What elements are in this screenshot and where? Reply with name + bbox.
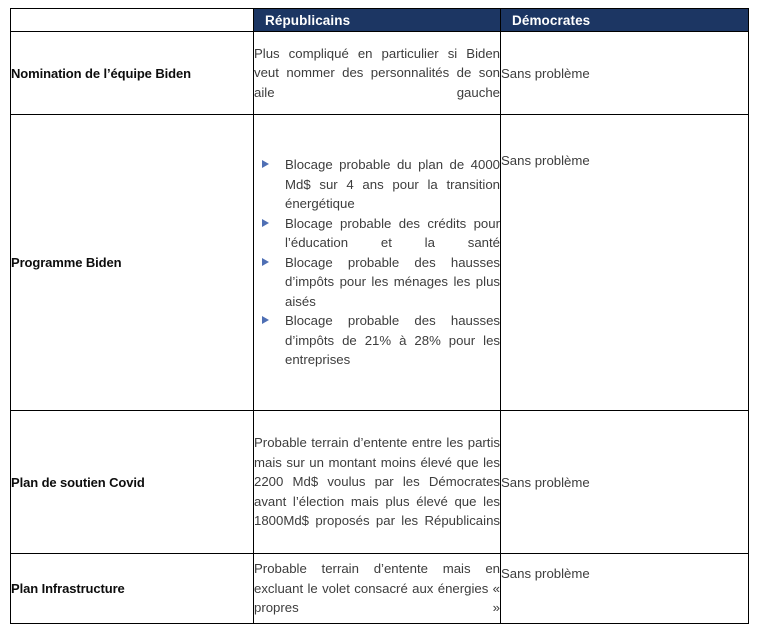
cell-democrates	[501, 411, 749, 554]
header-cell-blank	[11, 9, 254, 32]
row-label-cell	[11, 32, 254, 115]
list-item	[254, 253, 500, 312]
table-row	[11, 554, 749, 624]
cell-democrates	[501, 32, 749, 115]
republicains-bullet-list	[254, 155, 500, 370]
row-label-nomination: Nomination de l’équipe Biden	[11, 65, 191, 81]
bullet-text-1: Blocage probable du plan de 4000 Md$ sur 4 ans pour la transition énergétique	[285, 157, 500, 212]
republicains-text-plan-covid: Probable terrain d’entente entre les partis mais sur un montant moins élevé que les 2200 Md$ voulus par les Démocrates avant l’élection mais plus élevé que les 1800Md$ proposés par les Républicains	[254, 435, 500, 529]
triangle-bullet-icon	[262, 219, 269, 227]
cell-democrates	[501, 115, 749, 411]
row-label-cell	[11, 411, 254, 554]
triangle-bullet-icon	[262, 316, 269, 324]
cell-republicains	[254, 32, 501, 115]
row-label-cell	[11, 115, 254, 411]
republicains-text-nomination: Plus compliqué en particulier si Biden veut nommer des personnalités de son aile gauche	[254, 45, 500, 100]
table-body	[11, 32, 749, 624]
header-cell-democrates	[501, 9, 749, 32]
comparison-table	[10, 8, 749, 624]
democrates-text-plan-covid: Sans problème	[501, 474, 590, 490]
democrates-text-programme: Sans problème	[501, 153, 590, 168]
header-label-republicains: Républicains	[265, 12, 351, 28]
header-label-democrates: Démocrates	[512, 12, 591, 28]
list-item	[254, 214, 500, 253]
header-row	[11, 9, 749, 32]
row-label-programme: Programme Biden	[11, 255, 122, 270]
triangle-bullet-icon	[262, 258, 269, 266]
democrates-text-nomination: Sans problème	[501, 65, 590, 81]
bullet-text-3: Blocage probable des hausses d’impôts pour les ménages les plus aisés	[285, 254, 500, 309]
cell-republicains	[254, 115, 501, 411]
bullet-text-4: Blocage probable des hausses d’impôts de 21% à 28% pour les entreprises	[285, 313, 500, 368]
row-label-plan-infrastructure: Plan Infrastructure	[11, 581, 125, 596]
democrates-text-plan-infrastructure: Sans problème	[501, 566, 590, 581]
list-item	[254, 311, 500, 370]
cell-republicains	[254, 411, 501, 554]
cell-democrates	[501, 554, 749, 624]
cell-republicains	[254, 554, 501, 624]
table-row	[11, 115, 749, 411]
table-row	[11, 411, 749, 554]
triangle-bullet-icon	[262, 160, 269, 168]
table-row	[11, 32, 749, 115]
republicains-text-plan-infrastructure: Probable terrain d’entente mais en excluant le volet consacré aux énergies « propres »	[254, 561, 500, 616]
bullet-text-2: Blocage probable des crédits pour l’éducation et la santé	[285, 215, 500, 251]
list-item	[254, 155, 500, 214]
row-label-plan-covid: Plan de soutien Covid	[11, 474, 145, 490]
row-label-cell	[11, 554, 254, 624]
header-cell-republicains	[254, 9, 501, 32]
table-header	[11, 9, 749, 32]
